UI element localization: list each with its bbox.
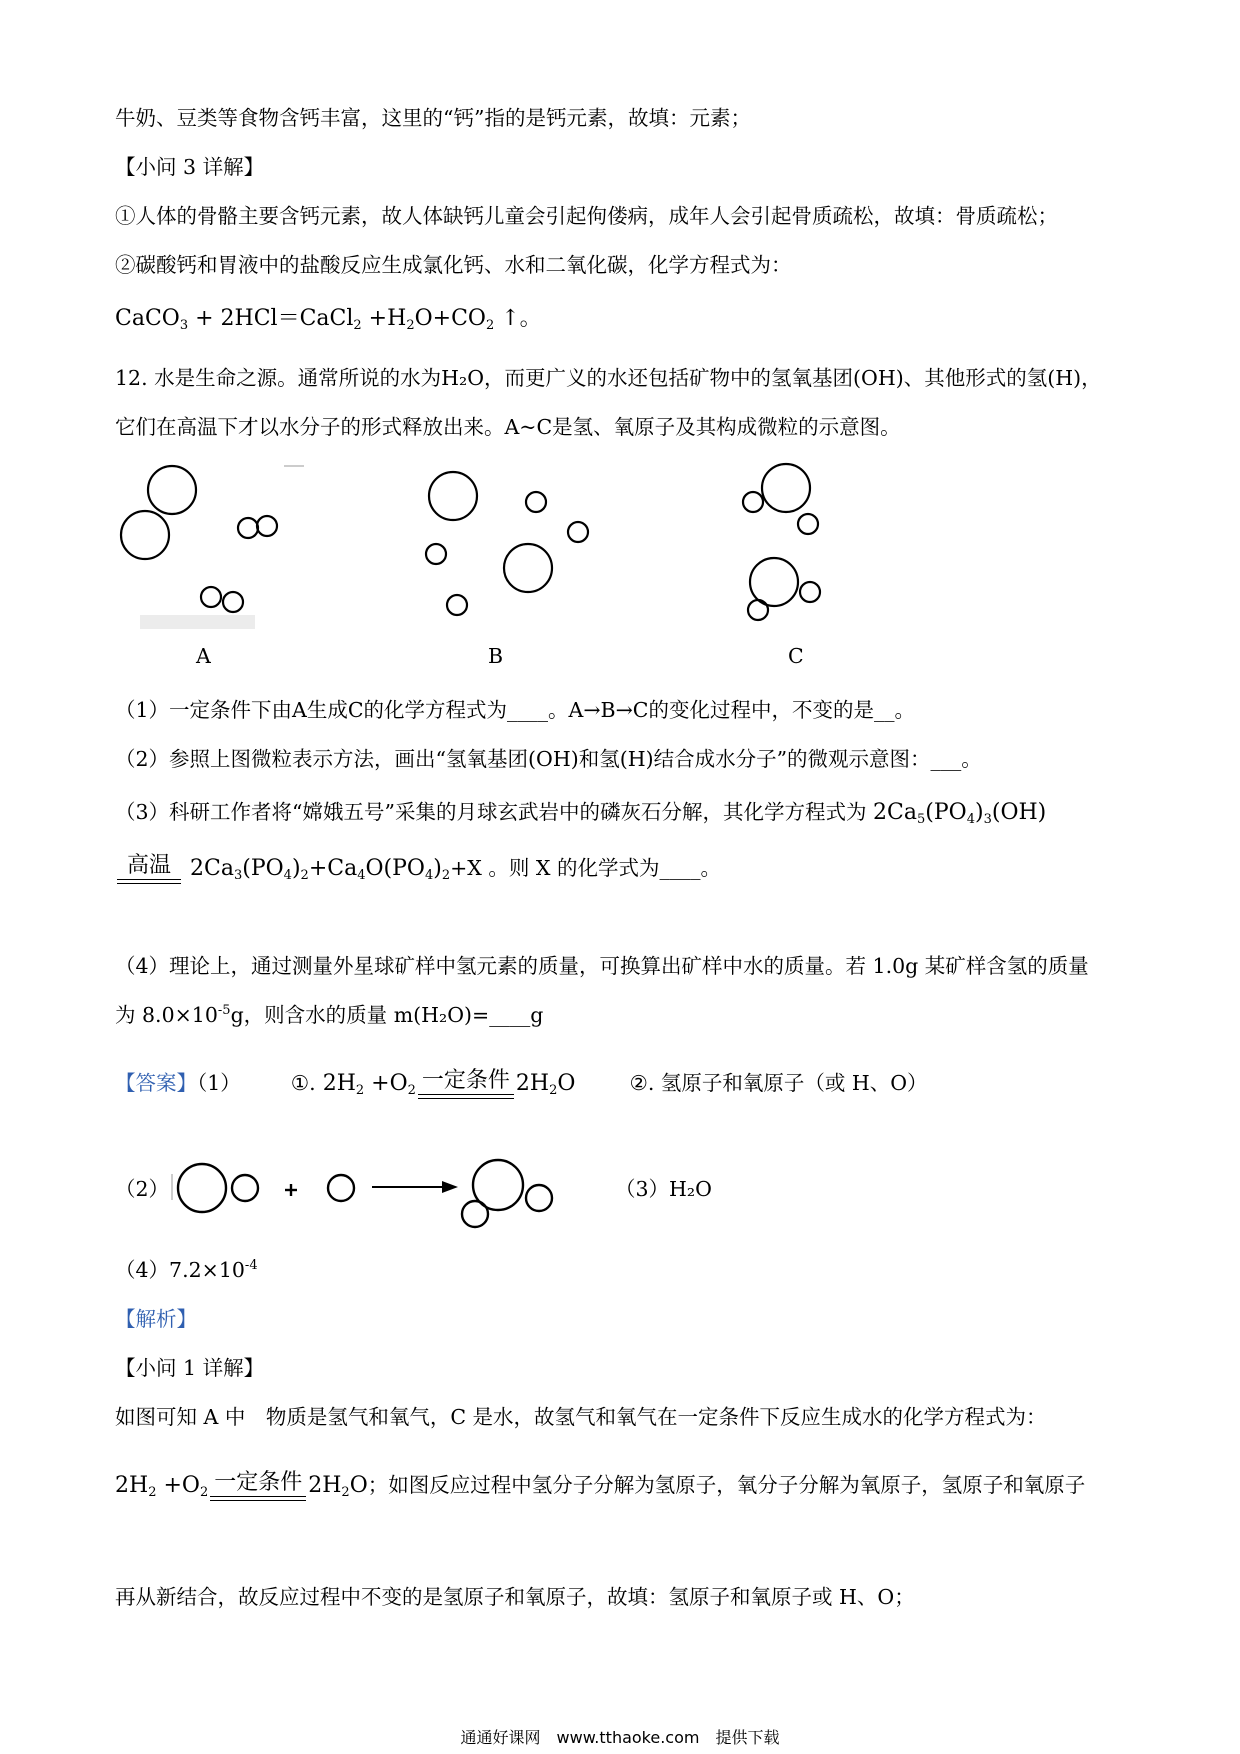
hydrogen-atom: [526, 492, 546, 512]
hydrogen-atom: [426, 544, 446, 564]
hydrogen-atom: [328, 1175, 354, 1201]
hydrogen-atom: [223, 592, 243, 612]
analysis-line-2: $2H_2 +O_2$ 一定条件 $2H_2O$；如图反应过程中氢分子分解为氢原子，氧分子分解为氧原子，氢原子和氧原子: [115, 1470, 1086, 1500]
figure-label-b: B: [488, 644, 504, 668]
hydrogen-atom: [238, 518, 258, 538]
hydrogen-atom: [526, 1185, 552, 1211]
subheading: 【小问 3 详解】: [115, 155, 265, 179]
reaction-condition: 一定条件: [210, 1471, 306, 1501]
hydrogen-atom: [201, 587, 221, 607]
apatite-formula: $2Ca_5(PO_4)_3(OH)$: [873, 800, 1047, 827]
analysis-tag: 【解析】: [115, 1307, 197, 1331]
answer-line-1: 【答案】（1） ①. $2H_2 +O_2$ 一定条件 $2H_2O$ ②. 氢原子和氧原子（或 H、O）: [115, 1068, 928, 1098]
figure-label-a: A: [196, 644, 211, 668]
oxygen-atom: [750, 558, 798, 606]
question-12-line-2: 它们在高温下才以水分子的形式释放出来。A~C是氢、氧原子及其构成微粒的示意图。: [115, 415, 901, 439]
water-formation-diagram: [160, 1150, 580, 1240]
hydrogen-atom: [743, 492, 763, 512]
answer-2-label: （2）: [115, 1177, 170, 1201]
hydrogen-atom: [568, 522, 588, 542]
hydrogen-atom: [232, 1175, 258, 1201]
oxygen-atom: [148, 466, 196, 514]
text-line: ②碳酸钙和胃液中的盐酸反应生成氯化钙、水和二氧化碳，化学方程式为：: [115, 253, 792, 277]
question-part-1: （1）一定条件下由A生成C的化学方程式为____。A→B→C的变化过程中，不变的是__。: [115, 698, 915, 722]
question-part-4-line-1: （4）理论上，通过测量外星球矿样中氢元素的质量，可换算出矿样中水的质量。若 1.0g 某矿样含氢的质量: [115, 954, 1089, 978]
answer-tag: 【答案】: [115, 1071, 197, 1095]
answer-4: $(4)7.2\times 10^{-4}$: [115, 1258, 258, 1282]
apatite-equation-products: 高温 $2Ca_3(PO_4)_2+Ca_4O(PO_4)_2+X$ 。则 X 的化学式为____。: [115, 853, 721, 884]
figure-label-c: C: [788, 644, 804, 668]
text-line: ①人体的骨骼主要含钙元素，故人体缺钙儿童会引起佝偻病，成年人会引起骨质疏松，故填：骨质疏松；: [115, 204, 1058, 228]
particle-figure: [0, 450, 1240, 650]
subheading: 【小问 1 详解】: [115, 1356, 265, 1380]
oxygen-atom: [762, 464, 810, 512]
reaction-condition: 一定条件: [418, 1069, 514, 1099]
hydrogen-atom: [748, 600, 768, 620]
analysis-line-1: 如图可知 A 中 物质是氢气和氧气，C 是水，故氢气和氧气在一定条件下反应生成水的化学方程式为：: [115, 1405, 1047, 1429]
answer-3: （3）H₂O: [615, 1177, 712, 1201]
oxygen-atom: [121, 511, 169, 559]
page-footer: 通通好课网 www.tthaoke.com 提供下载: [460, 1728, 780, 1747]
question-part-2: （2）参照上图微粒表示方法，画出“氢氧基团(OH)和氢(H)结合成水分子”的微观示意图：___。: [115, 747, 982, 771]
question-part-3: （3）科研工作者将“嫦娥五号”采集的月球玄武岩中的磷灰石分解，其化学方程式为 $2Ca_5(PO_4)_3(OH)$: [115, 800, 1047, 827]
hydrogen-atom: [257, 516, 277, 536]
hydrogen-atom: [462, 1201, 488, 1227]
oxygen-atom: [504, 544, 552, 592]
question-12-line-1: 12. 水是生命之源。通常所说的水为H₂O，而更广义的水还包括矿物中的氢氧基团(OH)、其他形式的氢(H)，: [115, 366, 1102, 390]
figure-mark: [140, 615, 255, 629]
hydrogen-atom: [447, 595, 467, 615]
hydrogen-atom: [800, 582, 820, 602]
equation-caco3: CaCO$_3$ + 2HCl＝CaCl$_2$ $+H_2O+CO_2$ ↑。: [115, 306, 542, 333]
hydrogen-atom: [798, 514, 818, 534]
oxygen-atom: [429, 472, 477, 520]
reaction-condition: 高温: [117, 854, 181, 884]
text-line: 牛奶、豆类等食物含钙丰富，这里的“钙”指的是钙元素，故填：元素；: [115, 106, 751, 130]
oxygen-atom: [178, 1164, 226, 1212]
question-part-4-line-2: 为 $8.0\times 10^{-5}g$，则含水的质量 m(H₂O)=____g: [115, 1003, 544, 1027]
analysis-line-3: 再从新结合，故反应过程中不变的是氢原子和氧原子，故填：氢原子和氧原子或 H、O；: [115, 1585, 915, 1609]
